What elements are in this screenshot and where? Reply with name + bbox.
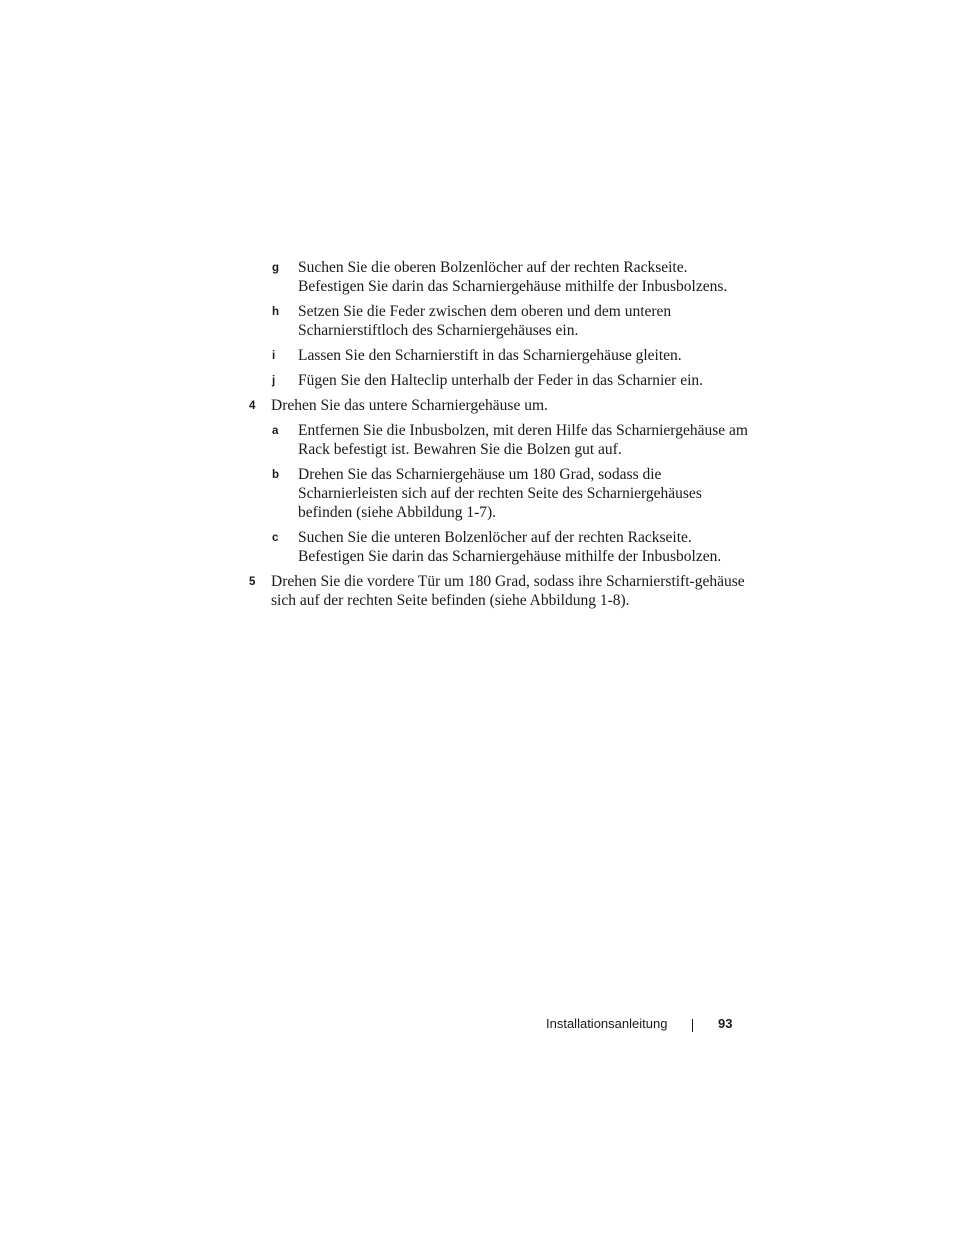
step-marker: c <box>272 532 279 544</box>
step-marker: i <box>272 350 276 362</box>
step-a <box>249 421 749 459</box>
step-marker: h <box>272 306 280 318</box>
step-c <box>249 528 749 566</box>
step-4 <box>249 396 749 415</box>
step-marker: 4 <box>249 400 256 412</box>
step-text: Drehen Sie die vordere Tür um 180 Grad, sodass ihre Scharnierstift-gehäuse sich auf der rechten Seite befinden (siehe Abbildung 1-8). <box>271 573 745 609</box>
step-text: Lassen Sie den Scharnierstift in das Scharniergehäuse gleiten. <box>298 347 682 364</box>
step-text: Drehen Sie das Scharniergehäuse um 180 Grad, sodass die Scharnierleisten sich auf der rechten Seite des Scharniergehäuses befinden (siehe Abbildung 1-7). <box>298 466 702 521</box>
step-text: Suchen Sie die oberen Bolzenlöcher auf der rechten Rackseite. Befestigen Sie darin das Scharniergehäuse mithilfe der Inbusbolzens. <box>298 259 728 295</box>
step-text: Entfernen Sie die Inbusbolzen, mit deren Hilfe das Scharniergehäuse am Rack befestigt ist. Bewahren Sie die Bolzen gut auf. <box>298 422 748 458</box>
step-h <box>249 302 749 340</box>
instruction-list <box>249 258 749 610</box>
step-marker: 5 <box>249 576 256 588</box>
page-number: 93 <box>718 1016 733 1031</box>
step-text: Suchen Sie die unteren Bolzenlöcher auf der rechten Rackseite. Befestigen Sie darin das Scharniergehäuse mithilfe der Inbusbolzen. <box>298 529 722 565</box>
step-j <box>249 371 749 390</box>
step-marker: j <box>272 375 276 387</box>
step-text: Drehen Sie das untere Scharniergehäuse um. <box>271 397 548 414</box>
step-marker: g <box>272 262 280 274</box>
step-g <box>249 258 749 296</box>
footer-title: Installationsanleitung <box>546 1016 668 1031</box>
step-marker: b <box>272 469 280 481</box>
step-marker: a <box>272 425 279 437</box>
page-footer <box>0 1015 954 1035</box>
step-text: Setzen Sie die Feder zwischen dem oberen und dem unteren Scharnierstiftloch des Scharniergehäuses ein. <box>298 303 672 339</box>
step-b <box>249 465 749 522</box>
step-i <box>249 346 749 365</box>
footer-separator <box>692 1019 693 1032</box>
step-5 <box>249 572 749 610</box>
step-text: Fügen Sie den Halteclip unterhalb der Feder in das Scharnier ein. <box>298 372 704 389</box>
